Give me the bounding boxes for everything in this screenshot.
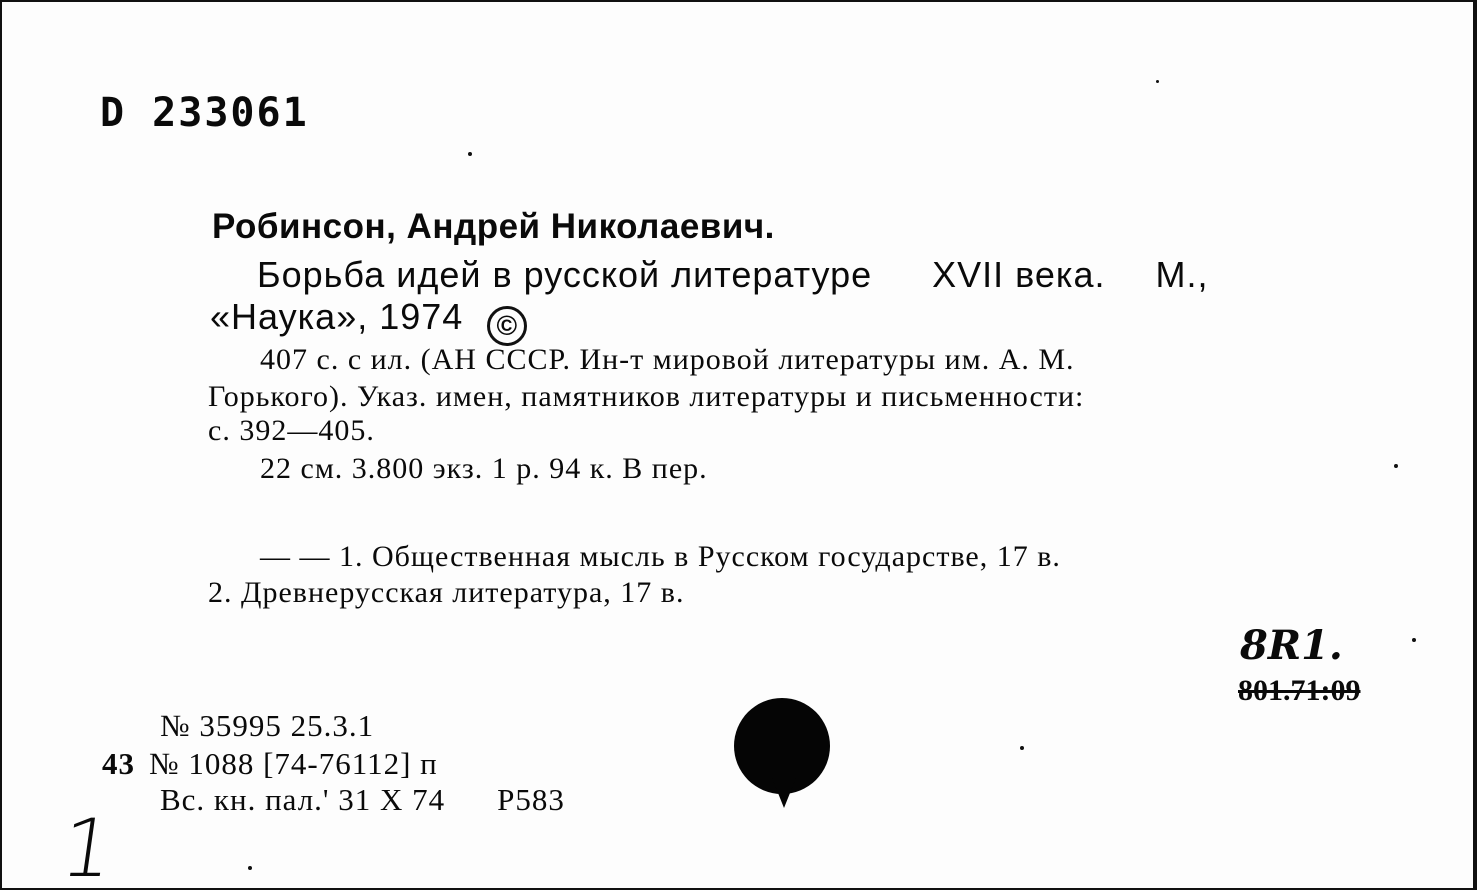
struck-classification: 801.71:09	[1238, 674, 1361, 707]
imprint-number: № 1088 [74-76112] п	[149, 746, 438, 781]
subject-heading: — — 1. Общественная мысль в Русском государстве, 17 в.	[260, 540, 1061, 573]
speck	[468, 152, 472, 156]
handwritten-number: 1	[55, 802, 120, 895]
title-text: Борьба идей в русской литературе	[257, 254, 873, 295]
imprint-line	[160, 782, 565, 818]
imprint-line	[102, 746, 438, 782]
title-century: XVII века.	[932, 254, 1106, 295]
physical-description: 22 см. 3.800 экз. 1 р. 94 к. В пер.	[260, 452, 708, 485]
author-heading: Робинсон, Андрей Николаевич.	[212, 207, 775, 246]
collation-line: 407 с. с ил. (АН СССР. Ин-т мировой литературы им. А. М.	[260, 343, 1075, 376]
speck	[1412, 638, 1416, 642]
book-chamber-date: Вс. кн. пал.' 31 X 74	[160, 782, 446, 817]
speck	[1394, 464, 1398, 468]
price-code: Р583	[497, 782, 565, 817]
collation-line: с. 392—405.	[208, 414, 375, 447]
accession-number: D 233061	[100, 90, 309, 136]
collation-line: Горького). Указ. имен, памятников литературы и письменности:	[208, 380, 1085, 413]
publication-place: М.,	[1155, 254, 1209, 295]
ink-blot	[734, 698, 830, 794]
publisher-year: «Наука», 1974	[210, 296, 464, 337]
copyright-icon: ©	[487, 306, 527, 346]
printed-classification	[1238, 674, 1361, 708]
speck	[1020, 746, 1024, 750]
speck	[1156, 80, 1159, 83]
imprint-prefix: 43	[102, 746, 135, 781]
handwritten-classification: 8R1.	[1240, 622, 1343, 669]
subject-heading: 2. Древнерусская литература, 17 в.	[208, 576, 685, 609]
publisher-line	[210, 296, 527, 346]
title-line	[257, 254, 1208, 296]
imprint-line: № 35995 25.3.1	[160, 708, 375, 743]
speck	[248, 866, 252, 870]
